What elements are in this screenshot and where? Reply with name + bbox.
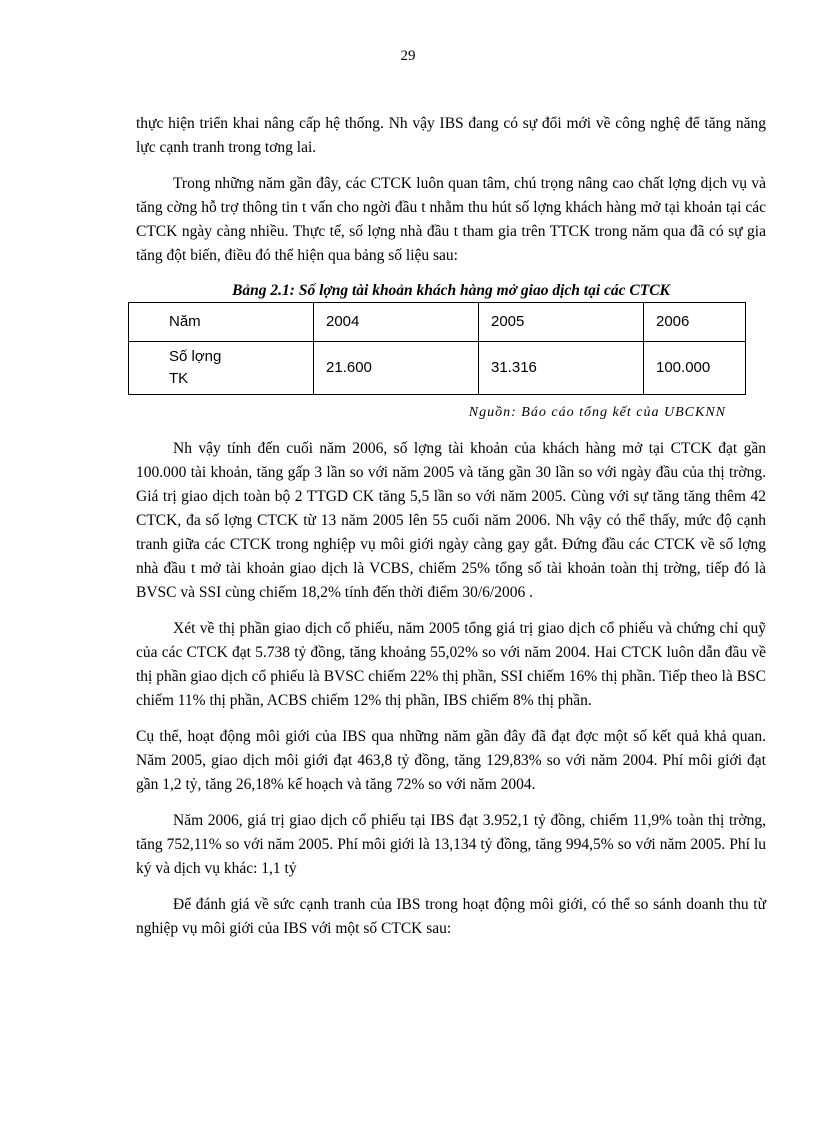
- paragraph-service-quality: Trong những năm gần đây, các CTCK luôn quan tâm, chú trọng nâng cao chất lợng dịch vụ và tăng cờng hỗ trợ thông tin t vấn cho ngời đầu t nhằm thu hút số lợng khách hàng mở tại khoản tại các CTCK ngày càng nhiều. Thực tế, số lợng nhà đầu t tham gia trên TTCK trong năm qua đã có sự gia tăng đột biến, điều đó thể hiện qua bảng số liệu sau:: [136, 175, 766, 264]
- header-2006: 2006: [644, 303, 746, 342]
- value-2006: 100.000: [644, 342, 746, 395]
- paragraph-2006-results: Năm 2006, giá trị giao dịch cổ phiếu tại IBS đạt 3.952,1 tỷ đồng, chiếm 11,9% toàn thị trờng, tăng 752,11% so với năm 2005. Phí môi giới là 13,134 tỷ đồng, tăng 994,5% so với năm 2005. Phí lu ký và dịch vụ khác: 1,1 tỷ: [136, 812, 766, 877]
- paragraph-system-upgrade: thực hiện triển khai nâng cấp hệ thống. Nh vậy IBS đang có sự đổi mới về công nghệ để tăng năng lực cạnh tranh trong tơng lai.: [136, 115, 766, 156]
- value-2005: 31.316: [479, 342, 644, 395]
- table-source: Nguồn: Báo cáo tổng kết của UBCKNN: [468, 405, 726, 420]
- paragraph-market-share: Xét về thị phần giao dịch cổ phiếu, năm 2005 tổng giá trị giao dịch cổ phiếu và chứng chỉ quỹ của các CTCK đạt 5.738 tỷ đồng, tăng khoảng 55,02% so với năm 2004. Hai CTCK luôn dẫn đầu về thị phần giao dịch cổ phiếu là BVSC chiếm 22% thị phần, SSI chiếm 16% thị phần. Tiếp theo là BSC chiếm 11% thị phần, ACBS chiếm 12% thị phần, IBS chiếm 8% thị phần.: [136, 620, 766, 709]
- header-year: Năm: [129, 303, 314, 342]
- paragraph-account-growth: Nh vậy tính đến cuối năm 2006, số lợng tài khoản của khách hàng mở tại CTCK đạt gần 100.000 tài khoản, tăng gấp 3 lần so với năm 2005 và tăng gần 30 lần so với ngày đầu của thị trờng. Giá trị giao dịch toàn bộ 2 TTGD CK tăng 5,5 lần so với năm 2005. Cùng với sự tăng tăng thêm 42 CTCK, đa số lợng CTCK từ 13 năm 2005 lên 55 cuối năm 2006. Nh vậy có thể thấy, mức độ cạnh tranh giữa các CTCK trong nghiệp vụ môi giới ngày càng gay gắt. Đứng đầu các CTCK về số lợng nhà đầu t mở tài khoản giao dịch là VCBS, chiếm 25% tổng số tài khoản toàn thị trờng, tiếp đó là BVSC và SSI cùng chiếm 18,2% tính đến thời điểm 30/6/2006 .: [136, 440, 766, 601]
- row-label: [129, 342, 314, 395]
- table-caption: Bảng 2.1: Số lợng tài khoản khách hàng mở giao dịch tại các CTCK: [232, 282, 670, 299]
- row-label-line1: Số lợng: [169, 348, 222, 365]
- header-2005: 2005: [479, 303, 644, 342]
- page-number: 29: [400, 48, 416, 64]
- table-row: [129, 342, 746, 395]
- accounts-table: [128, 302, 746, 395]
- value-2004: 21.600: [314, 342, 479, 395]
- paragraph-comparison: Để đánh giá về sức cạnh tranh của IBS trong hoạt động môi giới, có thể so sánh doanh thu từ nghiệp vụ môi giới của IBS với một số CTCK sau:: [136, 896, 766, 937]
- table-header-row: [129, 303, 746, 342]
- header-2004: 2004: [314, 303, 479, 342]
- document-body: [136, 112, 766, 953]
- row-label-line2: TK: [169, 370, 189, 387]
- paragraph-ibs-brokerage: Cụ thể, hoạt động môi giới của IBS qua những năm gần đây đã đạt đợc một số kết quả khả quan. Năm 2005, giao dịch môi giới đạt 463,8 tỷ đồng, tăng 129,83% so với năm 2004. Phí môi giới đạt gần 1,2 tỷ, tăng 26,18% kế hoạch và tăng 72% so với năm 2004.: [136, 728, 766, 793]
